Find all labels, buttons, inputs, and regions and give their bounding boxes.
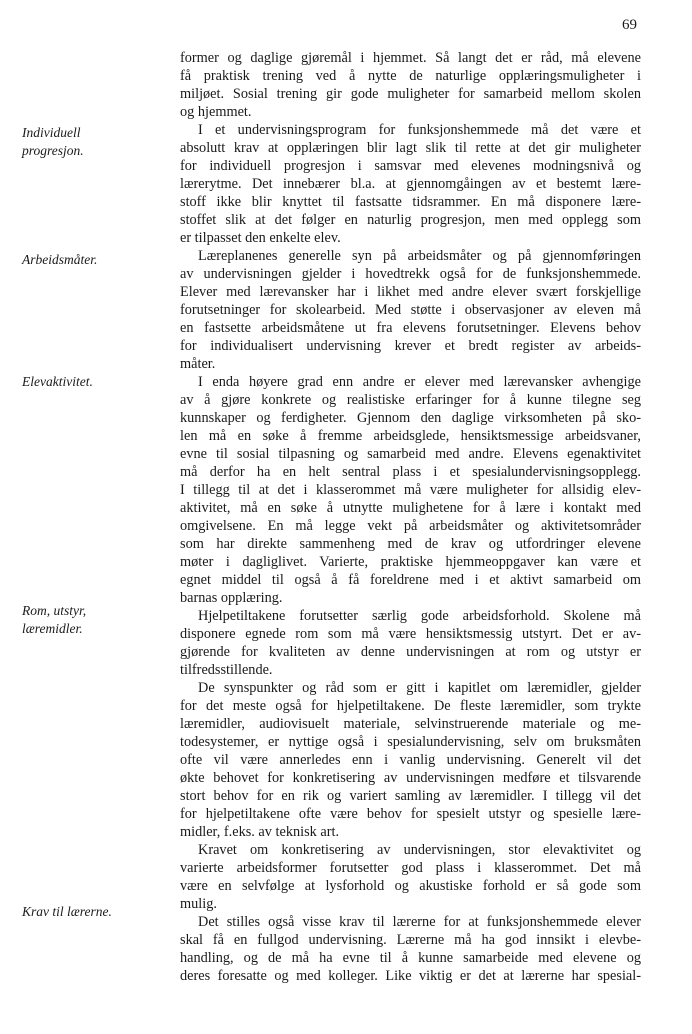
text-line: Hjelpetiltakene forutsetter særlig gode arbeidsforhold. Skolene må — [198, 608, 641, 624]
text-line: må derfor ha en helt sentral plass i et spesialundervisningsopplegg. — [180, 464, 641, 480]
text-line: omgivelsene. En må legge vekt på arbeidsmåter og aktivitetsområder — [180, 518, 641, 534]
text-line: deres foresatte og med kolleger. Like viktig er det at lærerne har spesial- — [180, 968, 641, 984]
text-line: læremidler, audiovisuelt materiale, selvinstruerende materiale og me- — [180, 716, 641, 732]
body-text — [180, 49, 641, 985]
text-line: være en selvfølge at lysforhold og akustiske forhold er så gode som — [180, 878, 641, 894]
text-line: for individuell progresjon i samsvar med elevenes modningsnivå og — [180, 158, 641, 174]
text-line: De synspunkter og råd som er gitt i kapitlet om læremidler, gjelder — [198, 680, 641, 696]
text-line: varierte arbeidsformer forutsetter god plass i klasserommet. Det må — [180, 860, 641, 876]
text-line: miljøet. Sosial trening gir gode muligheter for samarbeid mellom skolen — [180, 86, 641, 102]
text-line: Det stilles også visse krav til lærerne for at funksjonshemmede elever — [198, 914, 641, 930]
margin-note-krav-til-laererne: Krav til lærerne. — [22, 904, 112, 919]
text-line: Kravet om konkretisering av undervisningen, stor elevaktivitet og — [198, 842, 641, 858]
margin-note-rom-utstyr-laeremidler: Rom, utstyr, læremidler. — [22, 603, 87, 636]
margin-note-individuell-progresjon: Individuell progresjon. — [22, 125, 84, 158]
text-line: og hjemmet. — [180, 104, 252, 120]
text-line: som har direkte sammenheng med de krav og utfordringer elevene — [180, 536, 641, 552]
text-line: kunnskaper og ferdigheter. Gjennom den daglige virksomheten på sko- — [180, 410, 641, 426]
text-line: I tillegg til at det i klasserommet må være muligheter for allsidig elev- — [180, 482, 641, 498]
text-line: lærerytme. Det innebærer bl.a. at gjennomgåingen av et bestemt lære- — [180, 176, 641, 192]
text-line: måter. — [180, 356, 216, 372]
text-line: er tilpasset den enkelte elev. — [180, 230, 341, 246]
text-line: for hjelpetiltakene ofte være behov for spesielt utstyr og spesielle lære- — [180, 806, 641, 822]
text-line: todesystemer, er nyttige også i spesialundervisning, selv om bruksmåten — [180, 734, 641, 750]
margin-note-arbeidsmater: Arbeidsmåter. — [22, 252, 98, 267]
text-line: ofte vil være annerledes enn i vanlig undervisning. Generelt vil det — [180, 752, 641, 768]
text-line: gjørende for kvaliteten av denne undervisningen at rom og utstyr er — [180, 644, 641, 660]
text-line: midler, f.eks. av teknisk art. — [180, 824, 340, 840]
text-line: stort behov for en rik og variert samling av læremidler. I tillegg vil det — [180, 788, 641, 804]
text-line: en fastsette arbeidsmåtene ut fra elevens forutsetninger. Elevens behov — [180, 320, 641, 336]
text-line: få praktisk trening ved å nytte de naturlige opplæringsmuligheter i — [180, 68, 641, 84]
text-line: forutsetninger for skolearbeid. Med støtte i observasjoner av eleven må — [180, 302, 641, 318]
text-line: I enda høyere grad enn andre er elever med lærevansker avhengige — [198, 374, 641, 390]
text-line: for det meste også for hjelpetiltakene. De fleste læremidler, som trykte — [180, 698, 641, 714]
text-line: møter i dagliglivet. Varierte, praktiske hjemmeoppgaver kan være et — [180, 554, 641, 570]
text-line: I et undervisningsprogram for funksjonshemmede må det være et — [198, 122, 641, 138]
text-line: av å gjøre konkrete og realistiske erfaringer for å kunne tilegne seg — [180, 392, 641, 408]
text-line: evne til sosial tilpasning og samarbeid med andre. Elevens egenaktivitet — [180, 446, 641, 462]
page-number: 69 — [622, 17, 637, 33]
text-line: stoffet slik at det følger en naturlig progresjon, men med opplegg som — [180, 212, 641, 228]
text-line: økte behovet for konkretisering av undervisningen medføre et tilsvarende — [180, 770, 641, 786]
text-line: barnas opplæring. — [180, 590, 283, 606]
text-line: aktivitet, må en søke å utnytte mulighetene for å lære i kontakt med — [180, 500, 641, 516]
text-line: Elever med lærevansker har i likhet med andre elever svært forskjellige — [180, 284, 641, 300]
text-line: Læreplanenes generelle syn på arbeidsmåter og på gjennomføringen — [198, 248, 641, 264]
text-line: disponere egnede rom som må være hensiktsmessig utstyrt. Det er av- — [180, 626, 641, 642]
text-line: stoff ikke blir knyttet til fastsatte tidsrammer. En må disponere lære- — [180, 194, 641, 210]
text-line: for individualisert undervisning krever et bredt register av arbeids- — [180, 338, 641, 354]
text-line: former og daglige gjøremål i hjemmet. Så langt det er råd, må elevene — [180, 50, 641, 66]
text-line: skal få en fullgod undervisning. Lærerne må ha god innsikt i elevbe- — [180, 932, 641, 948]
text-line: len må en søke å fremme arbeidsglede, hensiktsmessige arbeidsvaner, — [180, 428, 641, 444]
text-line: absolutt krav at opplæringen blir lagt slik til rette at det gir muligheter — [180, 140, 641, 156]
text-line: handling, og de må ha evne til å kunne samarbeide med elevene og — [180, 950, 641, 966]
text-line: av undervisningen gjelder i hovedtrekk også for de funksjonshemmede. — [180, 266, 641, 282]
text-line: tilfredsstillende. — [180, 662, 273, 678]
margin-note-elevaktivitet: Elevaktivitet. — [22, 374, 93, 389]
text-line: egnet middel til også å få foreldrene med i et aktivt samarbeid om — [180, 572, 641, 588]
text-line: mulig. — [180, 896, 217, 912]
